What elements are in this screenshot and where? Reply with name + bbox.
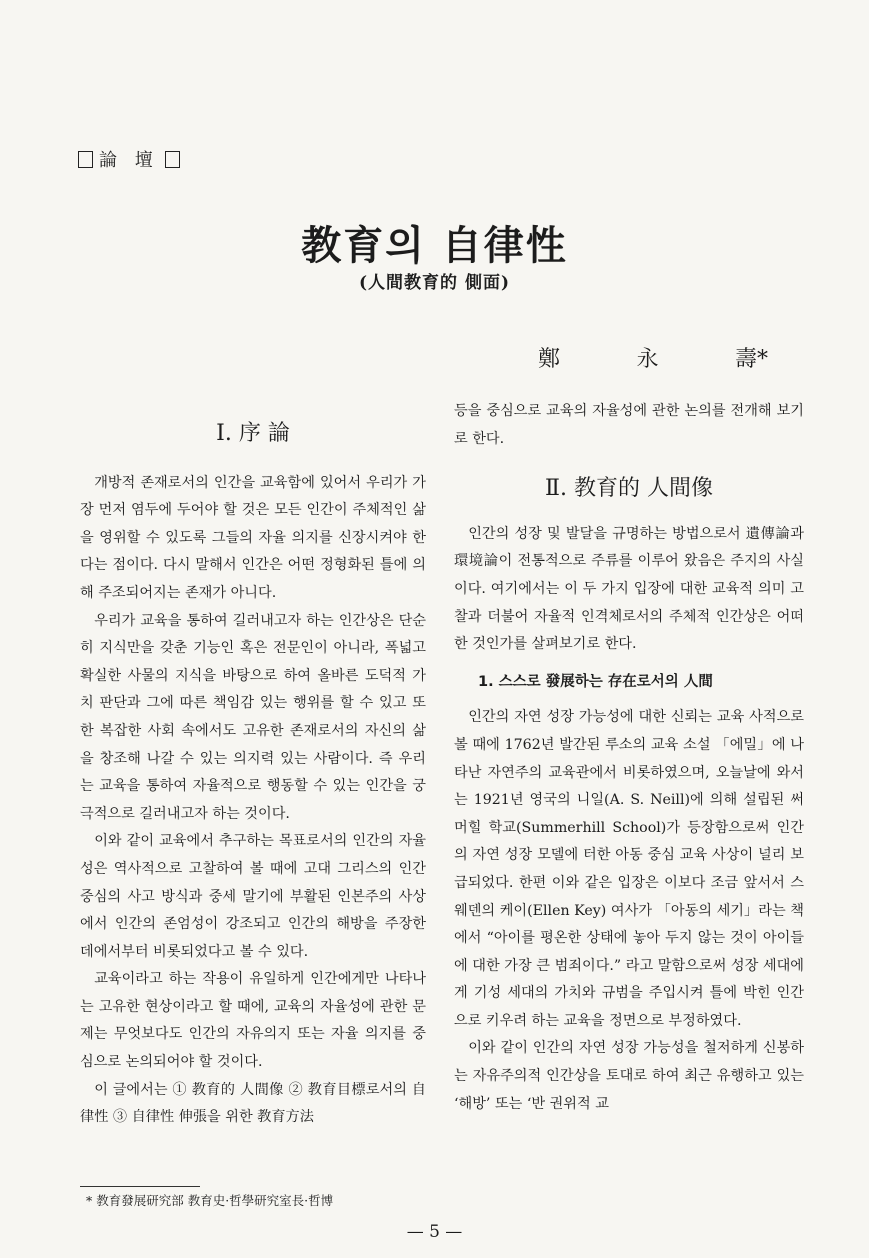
section-label xyxy=(72,146,186,172)
author-part: 鄭 xyxy=(538,347,561,372)
left-column xyxy=(80,420,426,1132)
author-name xyxy=(538,342,768,373)
paragraph: 이와 같이 교육에서 추구하는 목표로서의 인간의 자율성은 역사적으로 고찰하여 볼 때에 고대 그리스의 인간 중심의 사고 방식과 중세 말기에 부활된 인본주의 사상에서 인간의 존엄성이 강조되고 인간의 해방을 주장한 데에서부터 비롯되었다고 볼 수 있다. xyxy=(80,833,426,960)
article-subtitle: (人間教育的 側面) xyxy=(358,273,510,293)
page-number: — 5 — xyxy=(406,1222,463,1242)
paragraph: 우리가 교육을 통하여 길러내고자 하는 인간상은 단순히 지식만을 갖춘 기능인 혹은 전문인이 아니라, 폭넓고 확실한 사물의 지식을 바탕으로 하여 올바른 도덕적 가치 판단과 그에 따른 책임감 있는 행위를 할 수 있고 또한 복잡한 사회 속에서도 고유한 존재로서의 자신의 삶을 창조해 나갈 수 있는 의지력 있는 사람이다. 즉 우리는 교육을 통하여 자율적으로 행동할 수 있는 인간을 궁극적으로 길러내고자 하는 것이다. xyxy=(80,612,426,822)
paragraph: 이 글에서는 ① 教育的 人間像 ② 教育目標로서의 自律性 ③ 自律性 伸張을 위한 教育方法 xyxy=(80,1081,426,1126)
author-footnote: * 教育發展研究部 教育史·哲學研究室長·哲博 xyxy=(86,1193,334,1208)
footnote-divider xyxy=(80,1186,200,1187)
section-heading-educational-humanity: Ⅱ. 教育的 人間像 xyxy=(545,476,713,502)
paragraph-continuation: 등을 중심으로 교육의 자율성에 관한 논의를 전개해 보기로 한다. xyxy=(454,403,804,447)
right-box-icon xyxy=(165,151,180,168)
section-heading-introduction: Ⅰ. 序 論 xyxy=(216,421,290,446)
paragraph: 인간의 자연 성장 가능성에 대한 신뢰는 교육 사적으로 볼 때에 1762년 발간된 루소의 교육 소설 「에밀」에 나타난 자연주의 교육관에서 비롯하였으며, 오늘날에 와서는 1921년 영국의 니일(A. S. Neill)에 의해 설립된 써머힐 학교(Summerhill School)가 등장함으로써 인간의 자연 성장 모델에 터한 아동 중심 교육 사상이 널리 보급되었다. 한편 이와 같은 입장은 이보다 조금 앞서서 스웨덴의 케이(Ellen Key) 여사가 「아동의 세기」라는 책에서 “아이를 평온한 상태에 놓아 두지 않는 것이 아이들에 대한 가장 큰 범죄이다.” 라고 말함으로써 성장 세대에게 기성 세대의 가치와 규범을 주입시켜 틀에 박힌 인간으로 키우려 하는 교육을 정면으로 부정하였다. xyxy=(454,709,804,1029)
paragraph: 이와 같이 인간의 자연 성장 가능성을 철저하게 신봉하는 자유주의적 인간상을 토대로 하여 최근 유행하고 있는 ‘해방’ 또는 ‘반 권위적 교 xyxy=(454,1040,804,1112)
right-column xyxy=(454,398,804,1118)
section-label-text: 論 壇 xyxy=(99,150,159,171)
left-box-icon xyxy=(78,151,93,168)
article-title: 教育의 自律性 xyxy=(301,222,568,269)
author-part: 永 xyxy=(636,347,659,372)
author-part: 壽* xyxy=(734,347,768,372)
paragraph: 개방적 존재로서의 인간을 교육함에 있어서 우리가 가장 먼저 염두에 두어야 할 것은 모든 인간이 주체적인 삶을 영위할 수 있도록 그들의 자율 의지를 신장시켜야 한다는 점이다. 다시 말해서 인간은 어떤 정형화된 틀에 의해 주조되어지는 존재가 아니다. xyxy=(80,474,426,601)
subsection-heading: 1. 스스로 發展하는 存在로서의 人間 xyxy=(478,673,713,690)
paragraph: 교육이라고 하는 작용이 유일하게 인간에게만 나타나는 고유한 현상이라고 할 때에, 교육의 자율성에 관한 문제는 무엇보다도 인간의 자유의지 또는 자율 의지를 중심으로 논의되어야 할 것이다. xyxy=(80,971,426,1071)
paragraph: 인간의 성장 및 발달을 규명하는 방법으로서 遺傳論과 環境論이 전통적으로 주류를 이루어 왔음은 주지의 사실이다. 여기에서는 이 두 가지 입장에 대한 교육적 의미 고찰과 더불어 자율적 인격체로서의 주체적 인간상은 어떠한 것인가를 살펴보기로 한다. xyxy=(454,525,804,653)
